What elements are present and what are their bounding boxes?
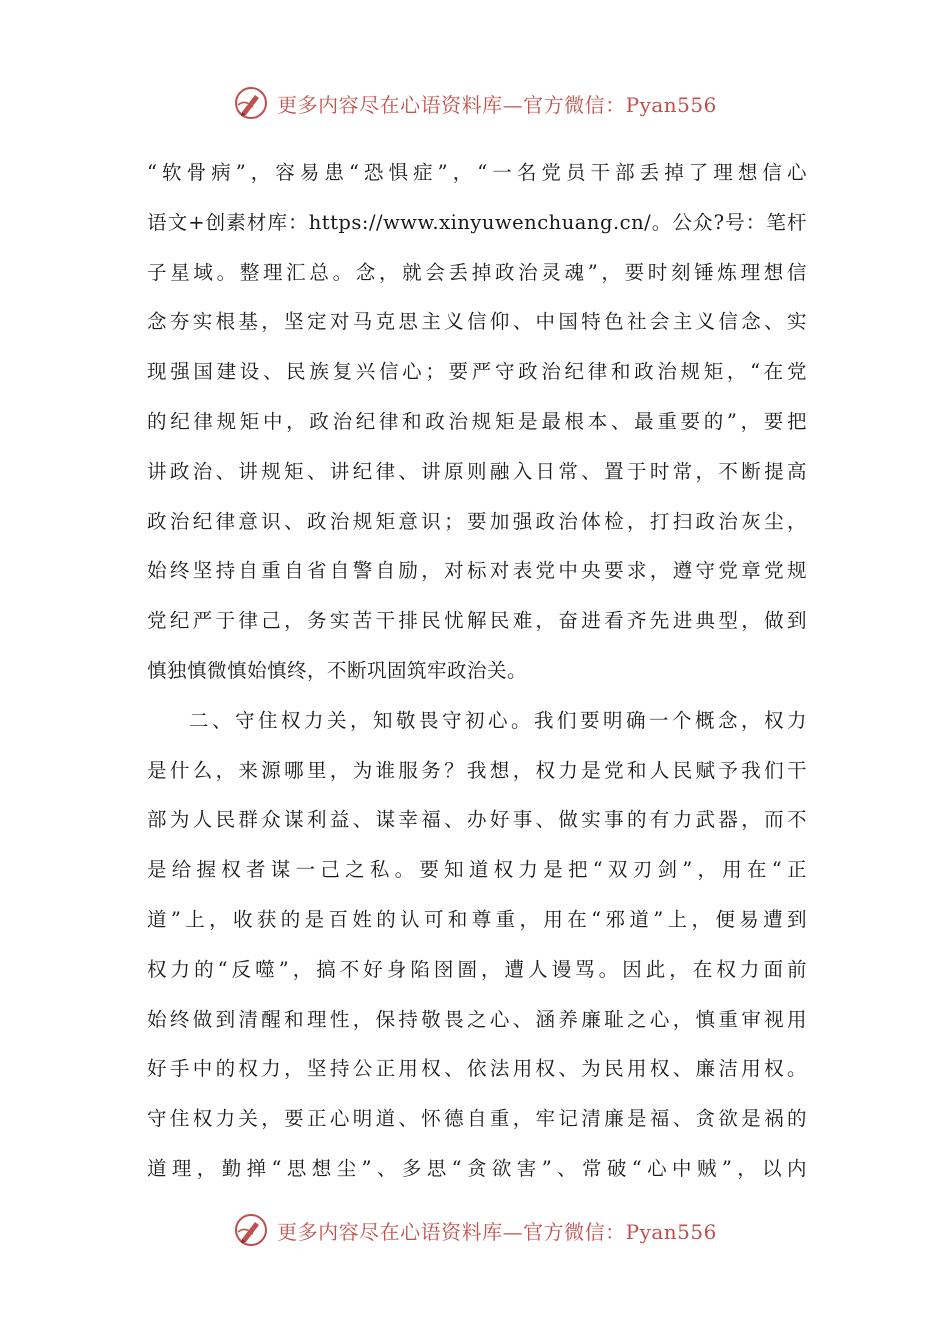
header-banner-text: 更多内容尽在心语资料库—官方微信：Pyan556 [277, 92, 717, 117]
body-line: 现强国建设、民族复兴信心；要严守政治纪律和政治规矩，“在党 [147, 360, 807, 384]
body-line: 守住权力关，要正心明道、怀德自重，牢记清廉是福、贪欲是祸的 [147, 1107, 807, 1131]
header-banner [0, 83, 950, 123]
document-body [147, 148, 807, 1194]
body-line: “软骨病”，容易患“恐惧症”，“一名党员干部丢掉了理想信心 [147, 161, 807, 184]
body-line: 二、守住权力关，知敬畏守初心。我们要明确一个概念，权力 [189, 708, 807, 732]
body-line: 好手中的权力，坚持公正用权、依法用权、为民用权、廉洁用权。 [147, 1057, 807, 1081]
body-line: 权力的“反噬”，搞不好身陷囹圄，遭人谩骂。因此，在权力面前 [147, 957, 807, 981]
body-line: 子星域。整理汇总。念，就会丢掉政治灵魂”，要时刻锤炼理想信 [147, 260, 807, 284]
body-line: 党纪严于律己，务实苦干排民忧解民难，奋进看齐先进典型，做到 [147, 609, 807, 633]
footer-banner-text: 更多内容尽在心语资料库—官方微信：Pyan556 [277, 1219, 717, 1244]
body-line: 念夯实根基，坚定对马克思主义信仰、中国特色社会主义信念、实 [147, 310, 807, 334]
body-line: 政治纪律意识、政治规矩意识；要加强政治体检，打扫政治灰尘， [147, 509, 807, 533]
footer-banner [0, 1210, 950, 1250]
body-line: 语文+创素材库：https://www.xinyuwenchuang.cn/。公众?号：笔杆 [147, 210, 807, 234]
body-line: 道”上，收获的是百姓的认可和尊重，用在“邪道”上，便易遭到 [147, 907, 807, 931]
body-line: 是给握权者谋一己之私。要知道权力是把“双刃剑”，用在“正 [147, 858, 807, 882]
pen-circle-logo-icon [233, 1212, 269, 1248]
body-line: 道理，勤掸“思想尘”、多思“贪欲害”、常破“心中贼”，以内 [147, 1156, 807, 1180]
pen-circle-logo-icon [233, 85, 269, 121]
body-line: 部为人民群众谋利益、谋幸福、办好事、做实事的有力武器，而不 [147, 808, 807, 832]
body-line: 始终坚持自重自省自警自励，对标对表党中央要求，遵守党章党规 [147, 559, 807, 583]
body-line: 是什么，来源哪里，为谁服务？我想，权力是党和人民赋予我们干 [147, 758, 807, 782]
body-line: 讲政治、讲规矩、讲纪律、讲原则融入日常、置于时常，不断提高 [147, 459, 807, 483]
body-line: 慎独慎微慎始慎终，不断巩固筑牢政治关。 [147, 658, 528, 682]
body-line: 的纪律规矩中，政治纪律和政治规矩是最根本、最重要的”，要把 [147, 409, 807, 433]
body-line: 始终做到清醒和理性，保持敬畏之心、涵养廉耻之心，慎重审视用 [147, 1007, 807, 1031]
